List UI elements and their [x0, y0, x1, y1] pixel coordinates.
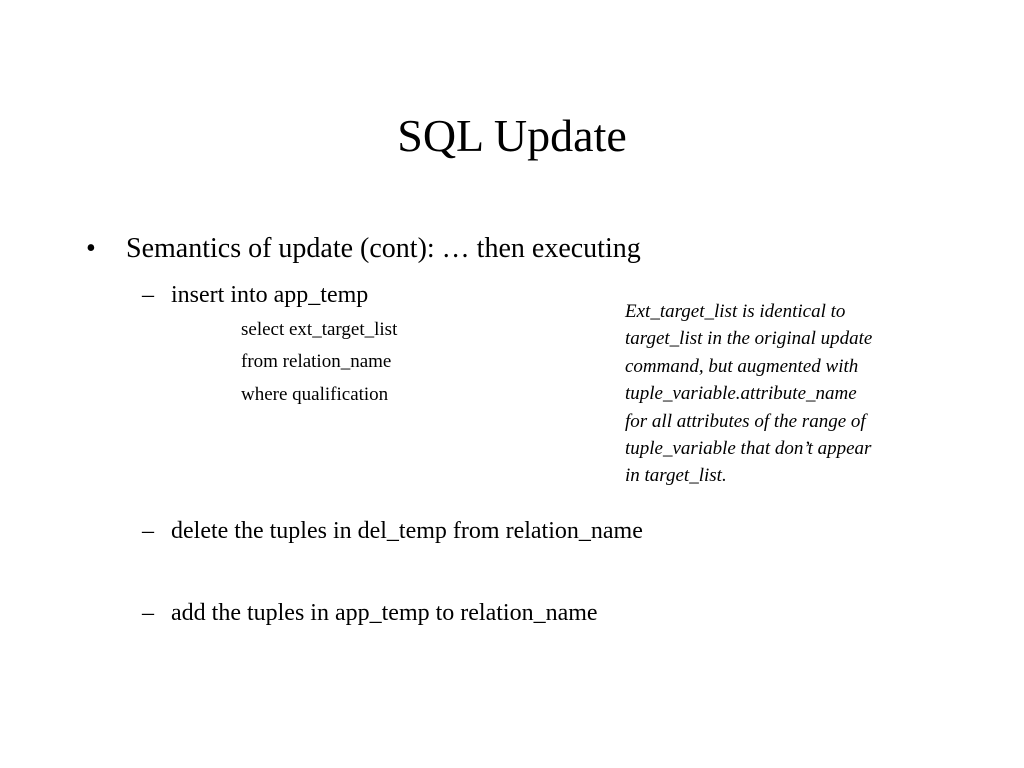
subitem-insert-text: insert into app_temp: [171, 282, 369, 308]
code-line-select: select ext_target_list: [241, 319, 398, 340]
subitem-marker: –: [142, 518, 154, 544]
subitem-add-text: add the tuples in app_temp to relation_name: [171, 600, 598, 626]
code-line-from: from relation_name: [241, 351, 392, 372]
bullet-marker: •: [86, 233, 96, 264]
side-note: Ext_target_list is identical to target_list in the original update command, but augmented with tuple_variable.attribute_name for all attributes of the range of tuple_variable that don’t appear in target_list.: [625, 301, 873, 487]
code-line-where: where qualification: [241, 384, 389, 405]
subitem-marker: –: [142, 600, 154, 626]
slide-title: SQL Update: [397, 110, 627, 161]
bullet-text: Semantics of update (cont): … then executing: [126, 233, 641, 264]
subitem-marker: –: [142, 282, 154, 308]
subitem-delete-text: delete the tuples in del_temp from relation_name: [171, 518, 643, 544]
